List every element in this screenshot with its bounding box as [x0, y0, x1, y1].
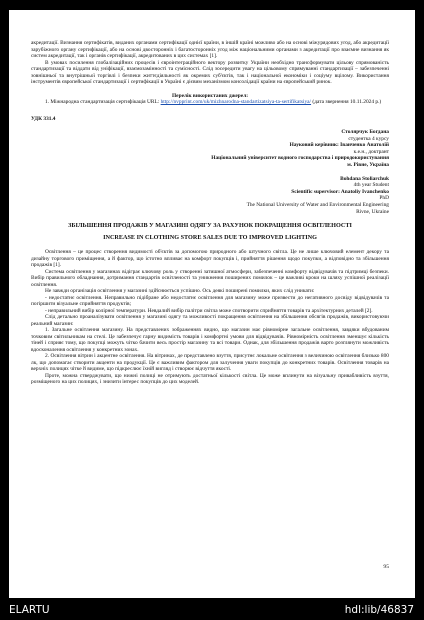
paragraph-intro: акредитації. Визнання сертифікатів, виданих органами сертифікації однієї країни, в іншій країні можливо або на основі міжурядових угод, або акредитації зарубіжного органу сертифікації, або на основі двосторонніх і багатосторонніх угод між національними органами з акредитації про взаємне визнання як систем акредитації, так і органів сертифікації, акредитованих в цих системах [1]. — [31, 40, 389, 59]
body-paragraph: Не завжди організація освітлення у магазині здійснюється успішно. Ось деякі поширені помилки, яких слід уникати: — [45, 288, 315, 295]
city-en: Rivne, Ukraine — [356, 208, 389, 215]
city-ua: м. Рівне, Україна — [347, 161, 389, 168]
author-block-ua — [31, 129, 389, 169]
body-paragraph: Проте, можна стверджувати, що нижні полиці не отримують достатньої кількості світла. Це може вплинути на візуальну привабливість взуття, розміщеного на цих полицях, і знизити інтерес покупців до цих моделей. — [31, 372, 389, 386]
university-ua: Національний університет водного господарства і природокористування — [211, 155, 389, 162]
body-list-item: - неправильний вибір колірної температури. Невдалий вибір палітри світла може спотворити сприйняття товарів та архітектурних деталей [2]. — [45, 307, 373, 314]
footer-left-label: ELARTU — [9, 604, 50, 616]
article-title-ua: ЗБІЛЬШЕННЯ ПРОДАЖІВ У МАГАЗИНІ ОДЯГУ ЗА РАХУНОК ПОКРАЩЕННЯ ОСВІТЛЕНОСТІ — [68, 222, 352, 230]
reference-1 — [31, 99, 389, 106]
body-list-item: - недостатнє освітлення. Неправильно підібране або недостатнє освітлення для магазину може призвести до негативного досвіду відвідувачів та погіршити візуальне сприйняття продуктів; — [31, 294, 389, 308]
body-paragraph: Система освітлення у магазинах відіграє ключову роль у створенні затишної атмосфери, забезпеченні комфорту відвідувачів та підтримці безпеки. Вибір правильного обладнання, дотримання стандартів освітленості та уникнення поширених помилок – це важливі кроки на шляху успішної реалізації освітлення. — [31, 268, 389, 288]
document-page — [9, 10, 415, 598]
degree-ua: к.е.н., доктрант — [353, 148, 389, 155]
author-status-en: 4th year Student — [353, 182, 389, 189]
article-title-en: INCREASE IN CLOTHING STORE SALES DUE TO IMPROVED LIGHTING — [103, 234, 317, 242]
references-heading: Перелік використаних джерел: — [171, 92, 249, 99]
author-block-en — [31, 176, 389, 216]
footer-bar — [0, 600, 424, 620]
reference-1-text: 1. Міжнародна стандартизація сертифікація URL: — [45, 99, 160, 105]
supervisor-en: Scientific supervisor: Anatoliy Ivanchenko — [291, 188, 389, 195]
author-name-ua: Столярчук Богдана — [341, 129, 389, 135]
body-paragraph: Слід детально проаналізувати освітлення у магазині одягу та можливості покращення освітлення на збільшення обсягів продажів, використовуючи реальний магазин: — [31, 314, 389, 327]
body-paragraph: 2. Освітлення вітрин і акцентне освітлення. На вітринах, де представлено взуття, присутнє локальне освітлення з величиною освітлення близько 800 лк, що допомагає створити акценти на продукції. Це є важливим фактором для залучення уваги покупців до конкретних товарів. Освітлення товарів на верхніх полицях чітке й видиме, що підкреслює їхній вигляд і створює відчуття якості. — [31, 353, 389, 373]
reference-1-date: (дата звернення 10.11.2024 р.) — [312, 99, 382, 105]
page-number: 95 — [383, 564, 389, 570]
supervisor-ua: Науковий керівник: Іванченко Анатолій — [289, 142, 389, 149]
author-name-en: Bohdana Stoliarchuk — [340, 175, 389, 182]
footer-handle: hdl:lib/46837 — [344, 604, 414, 616]
udk-code: УДК 331.4 — [31, 115, 56, 122]
author-status-ua: студентка 4 курсу — [348, 135, 389, 142]
paragraph-globalization: В умовах посилення глобалізаційних процесів і євроінтеграційного вектору розвитку України необхідно трансформувати цільову спрямованість стандартизації та віддати від уніфікації, взаємозамінності та сумісності. Слід зосередити увагу на цільовому спрямуванні стандартизації – забезпеченні зовнішньої та внутрішньої торгівлі і безпеки життєдіяльності як окремих суб'єктів, так і національної економіки і соціуму вцілому. Використання інструментів європейської стандартизації і сертифікації в Україні є дієвим механізмом консолідації країни на європейський ринок. — [31, 59, 389, 85]
body-paragraph: 1. Загальне освітлення магазину. На представлених зображеннях видно, що магазин має рівномірне загальне освітлення, завдяки вбудованим точковим світильникам на стелі. Це забезпечує гарну видимість товарів і комфортні умови для відвідувачів. Рівномірність освітлення зменшує кількість тіней і сприяє тому, що покупці можуть чітко бачити весь простір магазину та всі товари. Однак, для збільшення продажів варто розглянути можливість вдосконалення освітлення у конкретних зонах. — [31, 327, 389, 353]
reference-1-link[interactable]: http://nvpprint.com/uk/mizhnarodna-standartizatsiya-ta-sertifikatsiya/ — [160, 99, 312, 105]
body-paragraph: Освітлення – це процес створення видимості об'єктів за допомогою природного або штучного світла. Це не лише ключовий елемент декору та дизайну торгового приміщення, а й фактор, що істотно впливає на комфорт покупців і, прийняття рішення щодо покупки, а відповідно та збільшення продажів [1]. — [31, 249, 389, 269]
degree-en: PhD — [379, 195, 389, 202]
university-en: The National University of Water and Environmental Engineering — [246, 201, 389, 208]
